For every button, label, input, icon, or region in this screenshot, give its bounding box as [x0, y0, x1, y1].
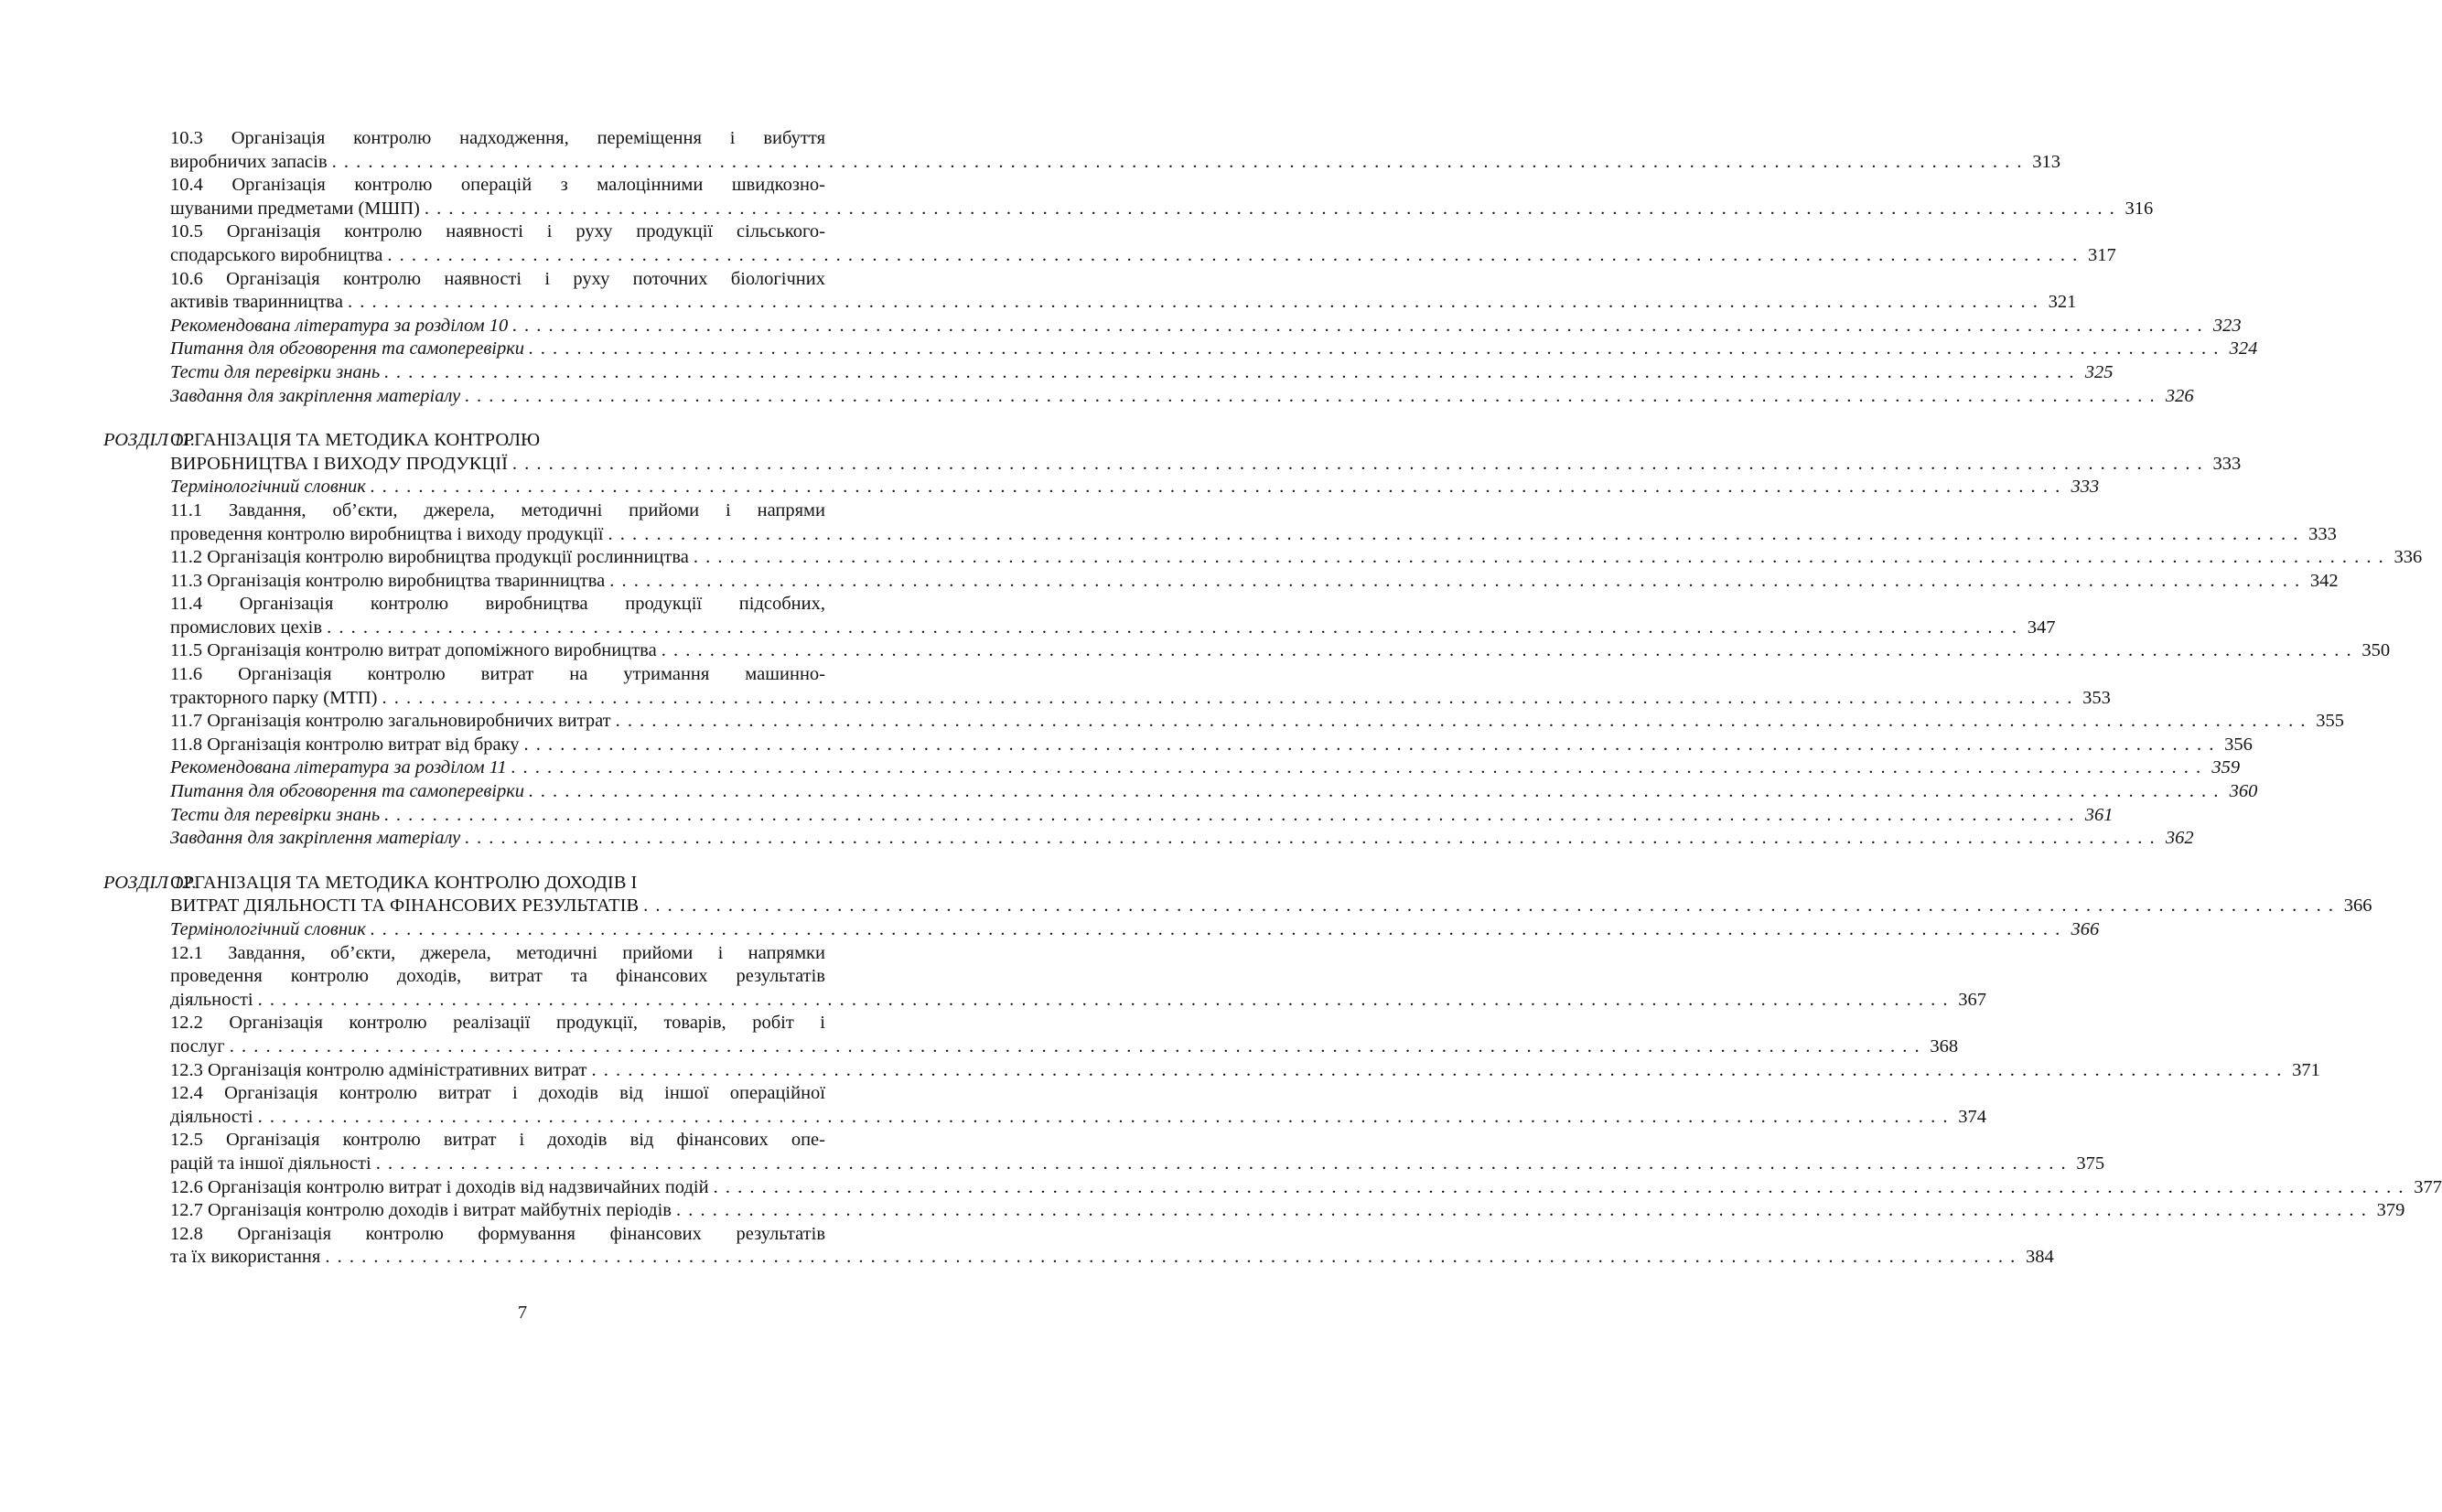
toc-entry-text: тракторного парку (МТП): [170, 687, 378, 708]
dot-leader: . . . . . . . . . . . . . . . . . . . . . . . . . . . . . . . . . . . . . . . . . . . . . . . . . . . . . . . . . . . . . . . . . . . . . . . . . . . . . . . . . . . . . . . . . . . . . . . . . . . . . . . . . . . . . . . . . . . . . . . . . . . . . . . . . . . . . . . . . . . .: [325, 1247, 2017, 1268]
toc-page-number: 361: [2084, 804, 2114, 825]
toc-entry-text: Питання для обговорення та самоперевірки: [170, 338, 525, 359]
toc-entry-text: 11.5 Організація контролю витрат допоміжного виробництва: [170, 640, 657, 661]
toc-page-number: 371: [2292, 1059, 2320, 1080]
dot-leader: . . . . . . . . . . . . . . . . . . . . . . . . . . . . . . . . . . . . . . . . . . . . . . . . . . . . . . . . . . . . . . . . . . . . . . . . . . . . . . . . . . . . . . . . . . . . . . . . . . . . . . . . . . . . . . . . . . . . . . . . . . . . . . . . . . . . . . . . . . . .: [591, 1059, 2283, 1080]
toc-page-number: 367: [1958, 989, 1986, 1010]
dot-leader: . . . . . . . . . . . . . . . . . . . . . . . . . . . . . . . . . . . . . . . . . . . . . . . . . . . . . . . . . . . . . . . . . . . . . . . . . . . . . . . . . . . . . . . . . . . . . . . . . . . . . . . . . . . . . . . . . . . . . . . . . . . . . . . . . . . . . . . . . . . .: [676, 1200, 2368, 1221]
toc-line: [170, 756, 2241, 780]
dot-leader: . . . . . . . . . . . . . . . . . . . . . . . . . . . . . . . . . . . . . . . . . . . . . . . . . . . . . . . . . . . . . . . . . . . . . . . . . . . . . . . . . . . . . . . . . . . . . . . . . . . . . . . . . . . . . . . . . . . . . . . . . . . . . . . . . . . . . . . . . . . .: [465, 828, 2157, 849]
toc-list: [103, 127, 2442, 1270]
toc-line: [170, 989, 1986, 1013]
toc-line: [170, 1035, 1959, 1059]
toc-page-number: 359: [2211, 757, 2241, 778]
toc-page-number: 333: [2212, 453, 2242, 474]
toc-entry-text: Термінологічний словник: [170, 477, 366, 498]
toc-entry-text: Питання для обговорення та самоперевірки: [170, 781, 525, 802]
toc-line: [170, 338, 2258, 361]
toc-entry-text: та їх використання: [170, 1247, 321, 1268]
toc-entry-text: 12.3 Організація контролю адміністративних витрат: [170, 1059, 587, 1080]
toc-line: [170, 780, 2258, 804]
toc-line: 10.4 Організація контролю операцій з малоцінними швидкозно-: [170, 175, 825, 196]
toc-entry-text: послуг: [170, 1035, 225, 1056]
toc-line: [170, 315, 2242, 338]
dot-leader: . . . . . . . . . . . . . . . . . . . . . . . . . . . . . . . . . . . . . . . . . . . . . . . . . . . . . . . . . . . . . . . . . . . . . . . . . . . . . . . . . . . . . . . . . . . . . . . . . . . . . . . . . . . . . . . . . . . . . . . . . . . . . . . . . . . . . . . . . . . .: [382, 687, 2073, 708]
toc-chapter-entry: [103, 872, 2372, 918]
toc-line: [170, 453, 2242, 477]
toc-entry-text: Рекомендована література за розділом 10: [170, 315, 509, 336]
toc-page-number: 356: [2224, 734, 2253, 755]
toc-line: 12.1 Завдання, об’єкти, джерела, методичні прийоми і напрямки: [170, 942, 825, 963]
toc-entry-text: діяльності: [170, 989, 253, 1010]
toc-entry-text: ВИТРАТ ДІЯЛЬНОСТІ ТА ФІНАНСОВИХ РЕЗУЛЬТАТІВ: [170, 895, 640, 917]
toc-page-number: 325: [2084, 361, 2114, 382]
toc-entry: [103, 476, 2100, 499]
toc-page-number: 326: [2165, 385, 2194, 406]
toc-entry: [103, 268, 2077, 315]
dot-leader: . . . . . . . . . . . . . . . . . . . . . . . . . . . . . . . . . . . . . . . . . . . . . . . . . . . . . . . . . . . . . . . . . . . . . . . . . . . . . . . . . . . . . . . . . . . . . . . . . . . . . . . . . . . . . . . . . . . . . . . . . . . . . . . . . . . . . . . . . . . .: [529, 338, 2221, 359]
toc-page-number: 317: [2087, 244, 2116, 265]
toc-line: [170, 804, 2114, 828]
toc-line: [170, 385, 2194, 409]
toc-entry-text: 11.8 Організація контролю витрат від браку: [170, 734, 520, 755]
toc-page-number: 347: [2027, 617, 2056, 638]
toc-line: [170, 291, 2077, 315]
toc-line: [170, 476, 2100, 499]
toc-entry-text: ВИРОБНИЦТВА І ВИХОДУ ПРОДУКЦІЇ: [170, 453, 508, 474]
toc-page-number: 342: [2309, 570, 2339, 591]
toc-line: ОРГАНІЗАЦІЯ ТА МЕТОДИКА КОНТРОЛЮ ДОХОДІВ І: [170, 872, 638, 893]
toc-entry: [103, 639, 2391, 663]
toc-entry: [103, 385, 2194, 409]
dot-leader: . . . . . . . . . . . . . . . . . . . . . . . . . . . . . . . . . . . . . . . . . . . . . . . . . . . . . . . . . . . . . . . . . . . . . . . . . . . . . . . . . . . . . . . . . . . . . . . . . . . . . . . . . . . . . . . . . . . . . . . . . . . . . . . . . . . . . . . . . . . .: [229, 1035, 1921, 1056]
dot-leader: . . . . . . . . . . . . . . . . . . . . . . . . . . . . . . . . . . . . . . . . . . . . . . . . . . . . . . . . . . . . . . . . . . . . . . . . . . . . . . . . . . . . . . . . . . . . . . . . . . . . . . . . . . . . . . . . . . . . . . . . . . . . . . . . . . . . . . . . . . . .: [523, 734, 2215, 755]
toc-page-number: 374: [1958, 1106, 1986, 1127]
dot-leader: . . . . . . . . . . . . . . . . . . . . . . . . . . . . . . . . . . . . . . . . . . . . . . . . . . . . . . . . . . . . . . . . . . . . . . . . . . . . . . . . . . . . . . . . . . . . . . . . . . . . . . . . . . . . . . . . . . . . . . . . . . . . . . . . . . . . . . . . . . . .: [615, 711, 2308, 732]
toc-page-number: 355: [2316, 711, 2345, 732]
toc-line: 12.8 Організація контролю формування фінансових результатів: [170, 1223, 825, 1244]
toc-entry: [103, 1012, 1959, 1058]
dot-leader: . . . . . . . . . . . . . . . . . . . . . . . . . . . . . . . . . . . . . . . . . . . . . . . . . . . . . . . . . . . . . . . . . . . . . . . . . . . . . . . . . . . . . . . . . . . . . . . . . . . . . . . . . . . . . . . . . . . . . . . . . . . . . . . . . . . . . . . . . . . .: [257, 989, 1949, 1010]
toc-page-number: 316: [2125, 198, 2154, 219]
toc-entry-text: рацій та іншої діяльності: [170, 1153, 371, 1174]
page-number-footer: 7: [517, 1303, 528, 1323]
toc-entry: [103, 546, 2423, 570]
dot-leader: . . . . . . . . . . . . . . . . . . . . . . . . . . . . . . . . . . . . . . . . . . . . . . . . . . . . . . . . . . . . . . . . . . . . . . . . . . . . . . . . . . . . . . . . . . . . . . . . . . . . . . . . . . . . . . . . . . . . . . . . . . . . . . . . . . . . . . . . . . . .: [511, 757, 2203, 778]
dot-leader: . . . . . . . . . . . . . . . . . . . . . . . . . . . . . . . . . . . . . . . . . . . . . . . . . . . . . . . . . . . . . . . . . . . . . . . . . . . . . . . . . . . . . . . . . . . . . . . . . . . . . . . . . . . . . . . . . . . . . . . . . . . . . . . . . . . . . . . . . . . .: [465, 385, 2157, 406]
toc-line: 12.4 Організація контролю витрат і доходів від іншої операційної: [170, 1083, 825, 1104]
dot-leader: . . . . . . . . . . . . . . . . . . . . . . . . . . . . . . . . . . . . . . . . . . . . . . . . . . . . . . . . . . . . . . . . . . . . . . . . . . . . . . . . . . . . . . . . . . . . . . . . . . . . . . . . . . . . . . . . . . . . . . . . . . . . . . . . . . . . . . . . . . . .: [257, 1106, 1949, 1127]
toc-line: [170, 1153, 2105, 1176]
toc-page-number: 366: [2071, 919, 2100, 939]
toc-entry-text: активів тваринництва: [170, 292, 343, 313]
toc-entry: [103, 942, 1986, 1013]
dot-leader: . . . . . . . . . . . . . . . . . . . . . . . . . . . . . . . . . . . . . . . . . . . . . . . . . . . . . . . . . . . . . . . . . . . . . . . . . . . . . . . . . . . . . . . . . . . . . . . . . . . . . . . . . . . . . . . . . . . . . . . . . . . . . . . . . . . . . . . . . . . .: [713, 1176, 2404, 1197]
toc-entry-text: 11.3 Організація контролю виробництва тваринництва: [170, 570, 606, 591]
toc-entry: [103, 1223, 2054, 1270]
toc-page-number: 384: [2025, 1247, 2054, 1268]
dot-leader: . . . . . . . . . . . . . . . . . . . . . . . . . . . . . . . . . . . . . . . . . . . . . . . . . . . . . . . . . . . . . . . . . . . . . . . . . . . . . . . . . . . . . . . . . . . . . . . . . . . . . . . . . . . . . . . . . . . . . . . . . . . . . . . . . . . . . . . . . . . .: [512, 315, 2204, 336]
toc-line: 11.1 Завдання, об’єкти, джерела, методичні прийоми і напрями: [170, 499, 825, 520]
toc-line: [170, 1106, 1986, 1130]
chapter-number-label: РОЗДІЛ 11.: [103, 430, 196, 451]
toc-entry: [103, 756, 2241, 780]
toc-entry: [103, 338, 2258, 361]
toc-chapter-entry: [103, 429, 2242, 476]
toc-line: [170, 198, 2154, 221]
toc-line: [170, 151, 2061, 175]
toc-line: [170, 827, 2194, 851]
toc-line: [170, 734, 2253, 757]
toc-entry: [103, 827, 2194, 851]
dot-leader: . . . . . . . . . . . . . . . . . . . . . . . . . . . . . . . . . . . . . . . . . . . . . . . . . . . . . . . . . . . . . . . . . . . . . . . . . . . . . . . . . . . . . . . . . . . . . . . . . . . . . . . . . . . . . . . . . . . . . . . . . . . . . . . . . . . . . . . . . . . .: [375, 1153, 2068, 1174]
toc-entry: [103, 1199, 2405, 1223]
toc-entry-text: сподарського виробництва: [170, 244, 383, 265]
toc-entry: [103, 780, 2258, 804]
toc-line: 12.5 Організація контролю витрат і доходів від фінансових опе-: [170, 1130, 825, 1151]
toc-entry-text: 12.7 Організація контролю доходів і витрат майбутніх періодів: [170, 1200, 672, 1221]
toc-page-number: 324: [2229, 338, 2258, 359]
toc-entry-text: шуваними предметами (МШП): [170, 198, 420, 219]
toc-entry: [103, 734, 2253, 757]
dot-leader: . . . . . . . . . . . . . . . . . . . . . . . . . . . . . . . . . . . . . . . . . . . . . . . . . . . . . . . . . . . . . . . . . . . . . . . . . . . . . . . . . . . . . . . . . . . . . . . . . . . . . . . . . . . . . . . . . . . . . . . . . . . . . . . . . . . . . . . . . . . .: [384, 361, 2076, 382]
toc-entry: [103, 918, 2100, 942]
toc-line: [170, 546, 2423, 570]
dot-leader: . . . . . . . . . . . . . . . . . . . . . . . . . . . . . . . . . . . . . . . . . . . . . . . . . . . . . . . . . . . . . . . . . . . . . . . . . . . . . . . . . . . . . . . . . . . . . . . . . . . . . . . . . . . . . . . . . . . . . . . . . . . . . . . . . . . . . . . . . . . .: [693, 547, 2385, 568]
toc-line: [170, 1246, 2054, 1270]
toc-line: проведення контролю доходів, витрат та фінансових результатів: [170, 966, 825, 987]
toc-entry-text: проведення контролю виробництва і виходу продукції: [170, 523, 604, 544]
toc-line: 10.5 Організація контролю наявності і руху продукції сільського-: [170, 221, 825, 242]
toc-line: [170, 523, 2337, 547]
toc-line: [170, 687, 2111, 711]
toc-page-number: 362: [2165, 828, 2194, 849]
toc-entry-text: Тести для перевірки знань: [170, 804, 381, 825]
toc-page-number: 333: [2308, 523, 2337, 544]
toc-entry: [103, 220, 2116, 267]
chapter-number-label: РОЗДІЛ 12.: [103, 872, 197, 893]
toc-entry-text: Завдання для закріплення матеріалу: [170, 828, 461, 849]
toc-line: 11.4 Організація контролю виробництва продукції підсобних,: [170, 594, 825, 615]
dot-leader: . . . . . . . . . . . . . . . . . . . . . . . . . . . . . . . . . . . . . . . . . . . . . . . . . . . . . . . . . . . . . . . . . . . . . . . . . . . . . . . . . . . . . . . . . . . . . . . . . . . . . . . . . . . . . . . . . . . . . . . . . . . . . . . . . . . . . . . . . . . .: [387, 244, 2079, 265]
toc-line: 11.6 Організація контролю витрат на утримання машинно-: [170, 664, 825, 685]
toc-entry: [103, 315, 2242, 338]
dot-leader: . . . . . . . . . . . . . . . . . . . . . . . . . . . . . . . . . . . . . . . . . . . . . . . . . . . . . . . . . . . . . . . . . . . . . . . . . . . . . . . . . . . . . . . . . . . . . . . . . . . . . . . . . . . . . . . . . . . . . . . . . . . . . . . . . . . . . . . . . . . .: [370, 477, 2062, 498]
toc-page-number: 321: [2048, 292, 2077, 313]
toc-page-number: 366: [2343, 895, 2372, 917]
toc-entry: [103, 1129, 2105, 1175]
dot-leader: . . . . . . . . . . . . . . . . . . . . . . . . . . . . . . . . . . . . . . . . . . . . . . . . . . . . . . . . . . . . . . . . . . . . . . . . . . . . . . . . . . . . . . . . . . . . . . . . . . . . . . . . . . . . . . . . . . . . . . . . . . . . . . . . . . . . . . . . . . . .: [331, 151, 2024, 172]
toc-line: [170, 244, 2116, 268]
toc-page-number: 375: [2076, 1153, 2105, 1174]
dot-leader: . . . . . . . . . . . . . . . . . . . . . . . . . . . . . . . . . . . . . . . . . . . . . . . . . . . . . . . . . . . . . . . . . . . . . . . . . . . . . . . . . . . . . . . . . . . . . . . . . . . . . . . . . . . . . . . . . . . . . . . . . . . . . . . . . . . . . . . . . . . .: [609, 570, 2301, 591]
toc-entry: [103, 804, 2114, 828]
dot-leader: . . . . . . . . . . . . . . . . . . . . . . . . . . . . . . . . . . . . . . . . . . . . . . . . . . . . . . . . . . . . . . . . . . . . . . . . . . . . . . . . . . . . . . . . . . . . . . . . . . . . . . . . . . . . . . . . . . . . . . . . . . . . . . . . . . . . . . . . . . . .: [424, 198, 2116, 219]
toc-page-number: 336: [2394, 547, 2423, 568]
toc-line: [170, 570, 2339, 594]
toc-entry: [103, 499, 2337, 546]
toc-page-number: 379: [2376, 1200, 2405, 1221]
toc-line: [170, 1199, 2405, 1223]
toc-page-number: 368: [1930, 1035, 1959, 1056]
toc-page-number: 353: [2082, 687, 2111, 708]
toc-entry-text: Тести для перевірки знань: [170, 361, 381, 382]
toc-page-number: 313: [2032, 151, 2061, 172]
toc-line: [170, 918, 2100, 942]
toc-page-number: 377: [2414, 1176, 2442, 1197]
toc-entry-text: виробничих запасів: [170, 151, 328, 172]
toc-entry-text: 12.6 Організація контролю витрат і доходів від надзвичайних подій: [170, 1176, 709, 1197]
toc-entry-text: Завдання для закріплення матеріалу: [170, 385, 461, 406]
toc-line: 10.3 Організація контролю надходження, переміщення і вибуття: [170, 128, 825, 148]
dot-leader: . . . . . . . . . . . . . . . . . . . . . . . . . . . . . . . . . . . . . . . . . . . . . . . . . . . . . . . . . . . . . . . . . . . . . . . . . . . . . . . . . . . . . . . . . . . . . . . . . . . . . . . . . . . . . . . . . . . . . . . . . . . . . . . . . . . . . . . . . . . .: [608, 523, 2299, 544]
dot-leader: . . . . . . . . . . . . . . . . . . . . . . . . . . . . . . . . . . . . . . . . . . . . . . . . . . . . . . . . . . . . . . . . . . . . . . . . . . . . . . . . . . . . . . . . . . . . . . . . . . . . . . . . . . . . . . . . . . . . . . . . . . . . . . . . . . . . . . . . . . . .: [327, 617, 2018, 638]
toc-page-number: 333: [2071, 477, 2100, 498]
toc-entry: [103, 127, 2061, 174]
toc-entry: [103, 1176, 2442, 1200]
dot-leader: . . . . . . . . . . . . . . . . . . . . . . . . . . . . . . . . . . . . . . . . . . . . . . . . . . . . . . . . . . . . . . . . . . . . . . . . . . . . . . . . . . . . . . . . . . . . . . . . . . . . . . . . . . . . . . . . . . . . . . . . . . . . . . . . . . . . . . . . . . . .: [511, 453, 2204, 474]
toc-entry: [103, 593, 2056, 639]
toc-line: [170, 361, 2114, 385]
toc-line: ОРГАНІЗАЦІЯ ТА МЕТОДИКА КОНТРОЛЮ: [170, 430, 541, 451]
toc-line: [170, 617, 2056, 640]
toc-entry: [103, 361, 2114, 385]
toc-line: [170, 895, 2372, 918]
toc-entry-text: Рекомендована література за розділом 11: [170, 757, 507, 778]
dot-leader: . . . . . . . . . . . . . . . . . . . . . . . . . . . . . . . . . . . . . . . . . . . . . . . . . . . . . . . . . . . . . . . . . . . . . . . . . . . . . . . . . . . . . . . . . . . . . . . . . . . . . . . . . . . . . . . . . . . . . . . . . . . . . . . . . . . . . . . . . . . .: [384, 804, 2076, 825]
dot-leader: . . . . . . . . . . . . . . . . . . . . . . . . . . . . . . . . . . . . . . . . . . . . . . . . . . . . . . . . . . . . . . . . . . . . . . . . . . . . . . . . . . . . . . . . . . . . . . . . . . . . . . . . . . . . . . . . . . . . . . . . . . . . . . . . . . . . . . . . . . . .: [529, 781, 2221, 802]
toc-entry: [103, 1082, 1986, 1129]
toc-line: [170, 639, 2391, 663]
dot-leader: . . . . . . . . . . . . . . . . . . . . . . . . . . . . . . . . . . . . . . . . . . . . . . . . . . . . . . . . . . . . . . . . . . . . . . . . . . . . . . . . . . . . . . . . . . . . . . . . . . . . . . . . . . . . . . . . . . . . . . . . . . . . . . . . . . . . . . . . . . . .: [347, 292, 2039, 313]
toc-line: 10.6 Організація контролю наявності і руху поточних біологічних: [170, 268, 825, 289]
toc-page-number: 350: [2361, 640, 2391, 661]
toc-page-number: 323: [2212, 315, 2242, 336]
toc-entry-text: промислових цехів: [170, 617, 323, 638]
toc-entry-text: діяльності: [170, 1106, 253, 1127]
toc-entry: [103, 570, 2339, 594]
dot-leader: . . . . . . . . . . . . . . . . . . . . . . . . . . . . . . . . . . . . . . . . . . . . . . . . . . . . . . . . . . . . . . . . . . . . . . . . . . . . . . . . . . . . . . . . . . . . . . . . . . . . . . . . . . . . . . . . . . . . . . . . . . . . . . . . . . . . . . . . . . . .: [643, 895, 2335, 917]
toc-page-number: 360: [2229, 781, 2258, 802]
toc-entry: [103, 174, 2154, 220]
dot-leader: . . . . . . . . . . . . . . . . . . . . . . . . . . . . . . . . . . . . . . . . . . . . . . . . . . . . . . . . . . . . . . . . . . . . . . . . . . . . . . . . . . . . . . . . . . . . . . . . . . . . . . . . . . . . . . . . . . . . . . . . . . . . . . . . . . . . . . . . . . . .: [661, 640, 2353, 661]
toc-line: 12.2 Організація контролю реалізації продукції, товарів, робіт і: [170, 1013, 825, 1034]
toc-line: [170, 1059, 2320, 1083]
toc-line: [170, 710, 2345, 734]
toc-entry: [103, 710, 2345, 734]
toc-line: [170, 1176, 2442, 1200]
toc-entry-text: 11.2 Організація контролю виробництва продукції рослинництва: [170, 547, 689, 568]
toc-entry: [103, 1059, 2320, 1083]
toc-entry-text: Термінологічний словник: [170, 919, 366, 939]
toc-entry: [103, 663, 2111, 710]
toc-entry-text: 11.7 Організація контролю загальновиробничих витрат: [170, 711, 611, 732]
dot-leader: . . . . . . . . . . . . . . . . . . . . . . . . . . . . . . . . . . . . . . . . . . . . . . . . . . . . . . . . . . . . . . . . . . . . . . . . . . . . . . . . . . . . . . . . . . . . . . . . . . . . . . . . . . . . . . . . . . . . . . . . . . . . . . . . . . . . . . . . . . . .: [370, 919, 2062, 939]
